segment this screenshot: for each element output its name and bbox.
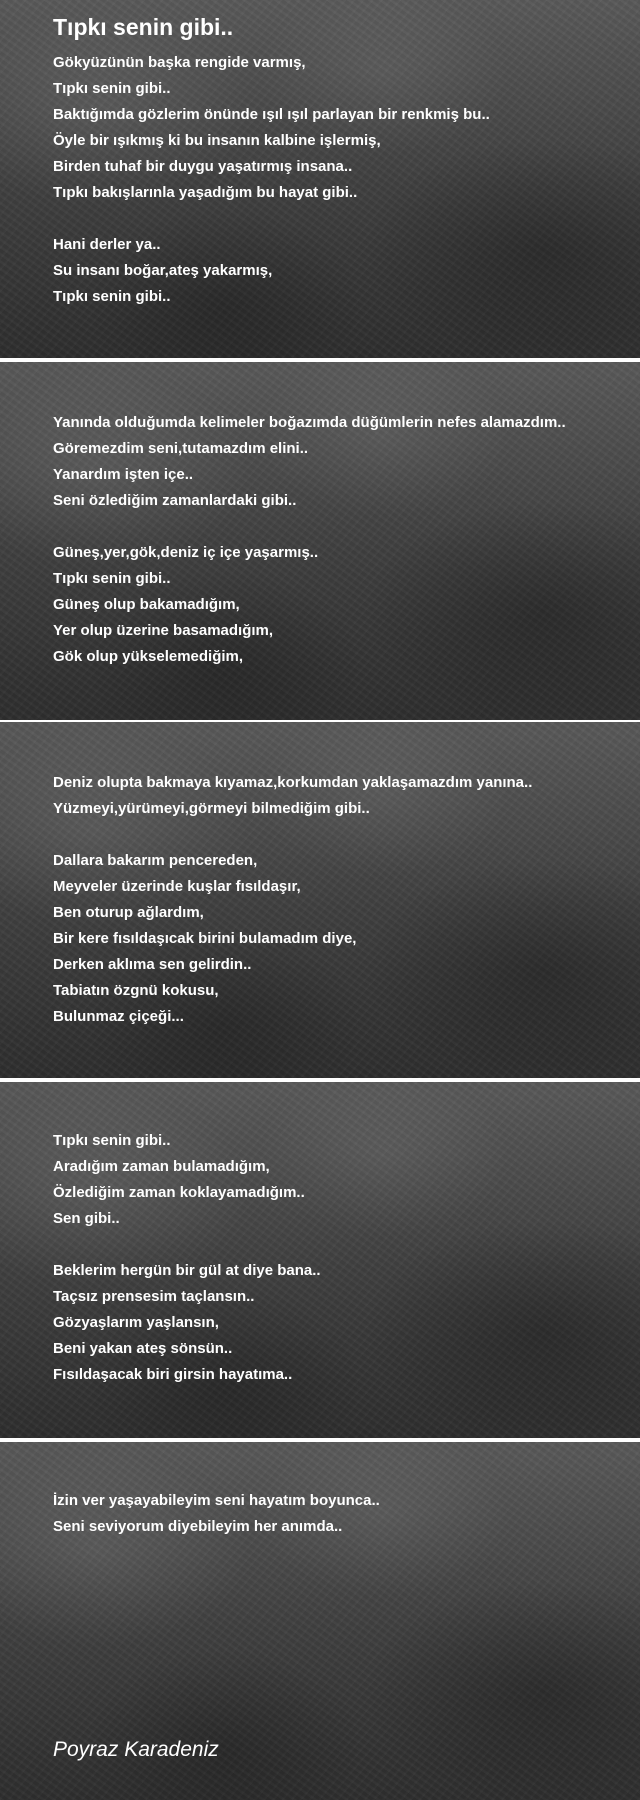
poem-line: Beklerim hergün bir gül at diye bana.. xyxy=(53,1262,321,1279)
poem-line: Derken aklıma sen gelirdin.. xyxy=(53,956,252,973)
stanza-break xyxy=(53,514,633,540)
poem-line: Yanardım işten içe.. xyxy=(53,466,194,483)
poem-panel-5 xyxy=(0,1442,640,1800)
poem-line: Hani derler ya.. xyxy=(53,236,161,253)
poem-line: Bulunmaz çiçeği... xyxy=(53,1008,184,1025)
poem-line: Deniz olupta bakmaya kıyamaz,korkumdan yaklaşamazdım yanına.. xyxy=(53,774,533,791)
poem-panel-4 xyxy=(0,1082,640,1438)
stanza-block-2 xyxy=(53,410,633,670)
stanza-break xyxy=(53,206,633,232)
stanza-break xyxy=(53,1232,633,1258)
poem-line: Tıpkı senin gibi.. xyxy=(53,1132,171,1149)
poem-line: Güneş olup bakamadığım, xyxy=(53,596,240,613)
poem-line: Özlediğim zaman koklayamadığım.. xyxy=(53,1184,305,1201)
stanza-block-4 xyxy=(53,1128,633,1388)
poem-line: Fısıldaşacak biri girsin hayatıma.. xyxy=(53,1366,293,1383)
stanza-block-3 xyxy=(53,770,633,1030)
poem-line: Tıpkı senin gibi.. xyxy=(53,80,171,97)
poem-line: Tıpkı senin gibi.. xyxy=(53,570,171,587)
poem-panel-2 xyxy=(0,362,640,720)
poem-line: Bir kere fısıldaşıcak birini bulamadım diye, xyxy=(53,930,357,947)
poem-line: Yer olup üzerine basamadığım, xyxy=(53,622,274,639)
poem-line: Gök olup yükselemediğim, xyxy=(53,648,244,665)
poem-line: Yanında olduğumda kelimeler boğazımda düğümlerin nefes alamazdım.. xyxy=(53,414,566,431)
poem-line: Ben oturup ağlardım, xyxy=(53,904,204,921)
poem-line: Birden tuhaf bir duygu yaşatırmış insana.. xyxy=(53,158,353,175)
stanza-block-5 xyxy=(53,1488,633,1540)
stanza-block-1 xyxy=(53,50,633,310)
poem-line: Baktığımda gözlerim önünde ışıl ışıl parlayan bir renkmiş bu.. xyxy=(53,106,490,123)
poem-line: Göremezdim seni,tutamazdım elini.. xyxy=(53,440,309,457)
poem-line: Dallara bakarım pencereden, xyxy=(53,852,258,869)
poem-line: Tabiatın özgnü kokusu, xyxy=(53,982,219,999)
poem-line: Tıpkı senin gibi.. xyxy=(53,288,171,305)
poem-line: Sen gibi.. xyxy=(53,1210,120,1227)
poem-line: Meyveler üzerinde kuşlar fısıldaşır, xyxy=(53,878,301,895)
poem-line: Yüzmeyi,yürümeyi,görmeyi bilmediğim gibi.. xyxy=(53,800,370,817)
poem-line: Taçsız prensesim taçlansın.. xyxy=(53,1288,255,1305)
poem-line: Tıpkı bakışlarınla yaşadığım bu hayat gibi.. xyxy=(53,184,358,201)
poem-line: Su insanı boğar,ateş yakarmış, xyxy=(53,262,273,279)
poem-title: Tıpkı senin gibi.. xyxy=(53,14,234,40)
poem-line: Gözyaşlarım yaşlansın, xyxy=(53,1314,219,1331)
poem-line: Seni özlediğim zamanlardaki gibi.. xyxy=(53,492,297,509)
poem-author: Poyraz Karadeniz xyxy=(53,1738,219,1761)
poem-line: Beni yakan ateş sönsün.. xyxy=(53,1340,233,1357)
poem-panel-3 xyxy=(0,722,640,1078)
poem-line: İzin ver yaşayabileyim seni hayatım boyunca.. xyxy=(53,1492,380,1509)
poem-line: Güneş,yer,gök,deniz iç içe yaşarmış.. xyxy=(53,544,319,561)
poem-line: Öyle bir ışıkmış ki bu insanın kalbine işlermiş, xyxy=(53,132,381,149)
poem-panel-1 xyxy=(0,0,640,358)
stanza-break xyxy=(53,822,633,848)
poem-line: Aradığım zaman bulamadığım, xyxy=(53,1158,270,1175)
poem-line: Gökyüzünün başka rengide varmış, xyxy=(53,54,306,71)
poem-line: Seni seviyorum diyebileyim her anımda.. xyxy=(53,1518,343,1535)
